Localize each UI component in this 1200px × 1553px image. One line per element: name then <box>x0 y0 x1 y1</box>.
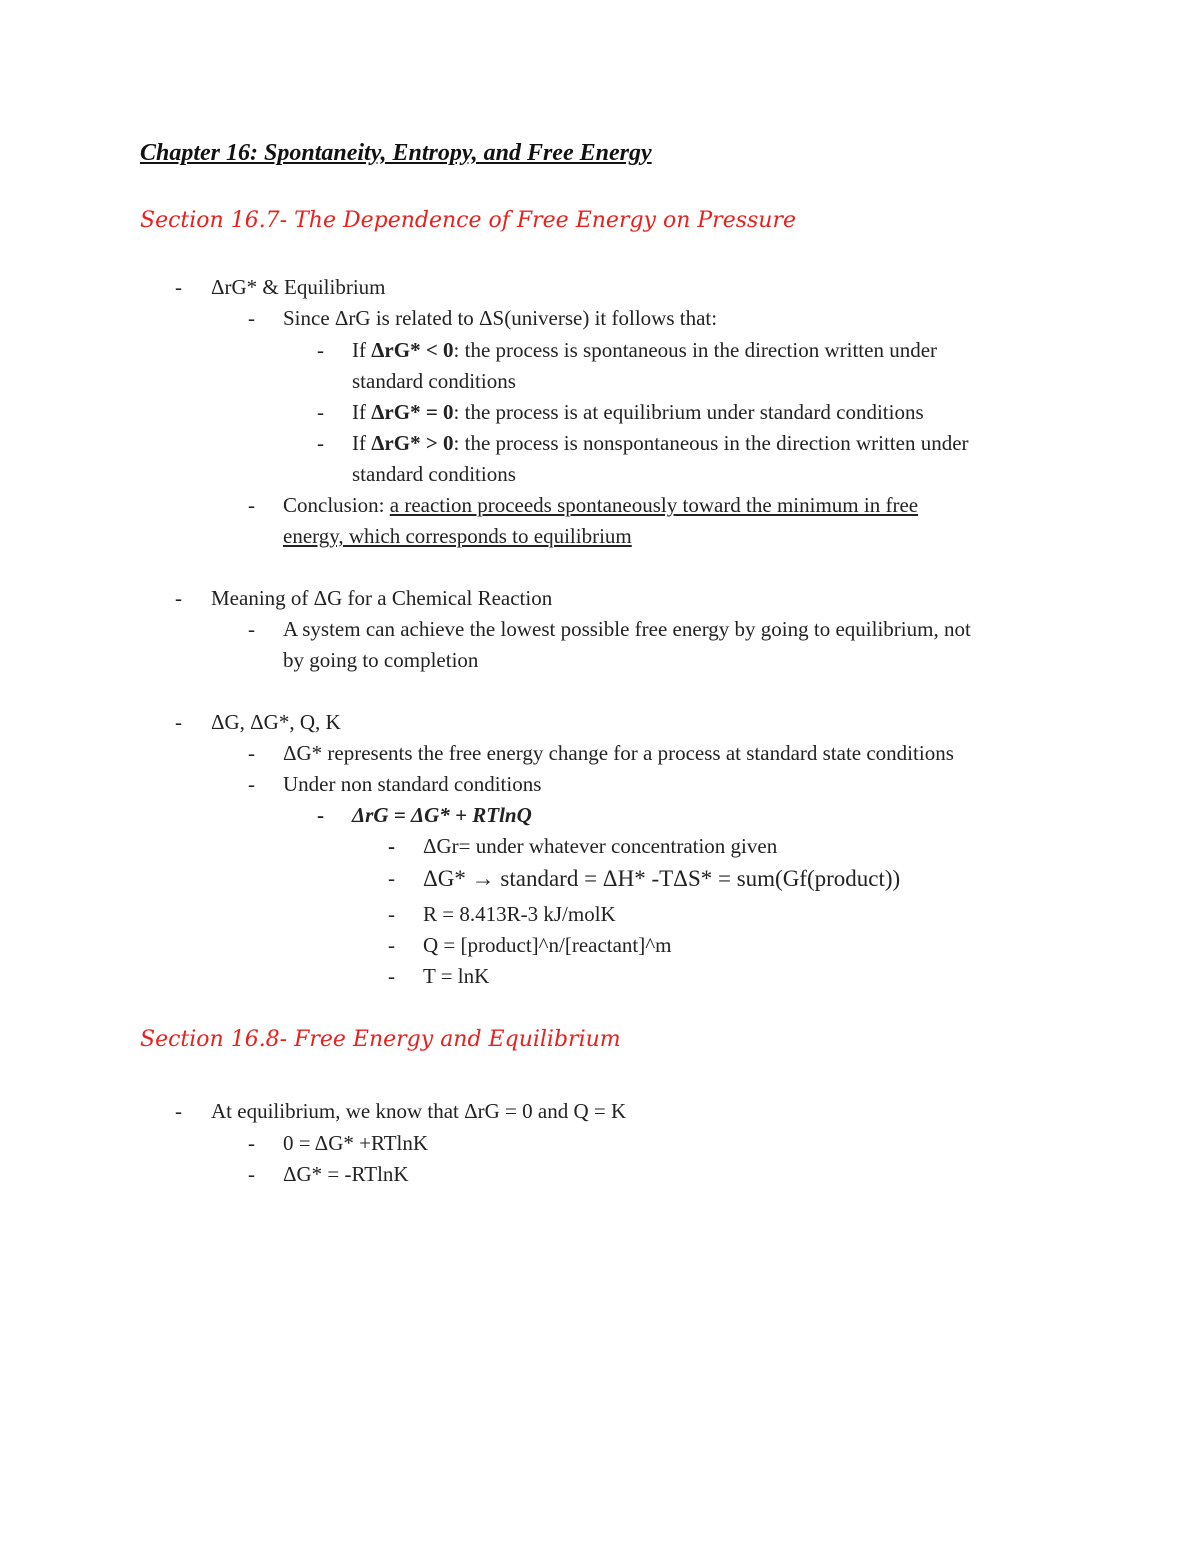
since-line: Since ΔrG is related to ΔS(universe) it follows that: <box>283 306 718 330</box>
bullet-dash: - <box>248 493 255 517</box>
condition-negative: ΔrG* < 0 <box>371 338 454 362</box>
zero-equation: 0 = ΔG* +RTlnK <box>283 1131 429 1155</box>
standard-definition: ΔG* → standard = ΔH* -TΔS* = sum(Gf(product)) <box>423 866 901 891</box>
conclusion-line <box>283 490 918 521</box>
condition-positive: ΔrG* > 0 <box>371 431 454 455</box>
chapter-title: Chapter 16: Spontaneity, Entropy, and Free Energy <box>140 140 652 166</box>
t-definition: T = lnK <box>423 964 490 988</box>
if-positive-line <box>352 428 969 459</box>
bullet-equilibrium: ΔrG* & Equilibrium <box>211 275 386 299</box>
if-rest: : the process is at equilibrium under standard conditions <box>453 400 924 424</box>
bullet-dash: - <box>248 1162 255 1186</box>
non-standard-line: Under non standard conditions <box>283 772 542 796</box>
bullet-dash: - <box>175 275 182 299</box>
g-star-equation: ΔG* = -RTlnK <box>283 1162 409 1186</box>
bullet-dash: - <box>248 772 255 796</box>
bullet-dash: - <box>317 431 324 455</box>
gr-definition: ΔGr= under whatever concentration given <box>423 834 778 858</box>
bullet-dash: - <box>317 338 324 362</box>
bullet-dash: - <box>248 1131 255 1155</box>
condition-zero: ΔrG* = 0 <box>371 400 454 424</box>
at-equilibrium-line: At equilibrium, we know that ΔrG = 0 and Q = K <box>211 1099 627 1123</box>
section-heading-16-7: Section 16.7- The Dependence of Free Energy on Pressure <box>140 208 796 233</box>
bullet-dash: - <box>388 902 395 926</box>
q-definition: Q = [product]^n/[reactant]^m <box>423 933 672 957</box>
if-prefix: If <box>352 338 372 362</box>
bullet-dash: - <box>317 400 324 424</box>
if-prefix: If <box>352 400 372 424</box>
lowest-energy-line: A system can achieve the lowest possible free energy by going to equilibrium, not <box>283 617 971 641</box>
bullet-g-q-k: ΔG, ΔG*, Q, K <box>211 710 341 734</box>
conclusion-prefix: Conclusion: <box>283 493 390 517</box>
bullet-meaning-of-g: Meaning of ΔG for a Chemical Reaction <box>211 586 553 610</box>
bullet-dash: - <box>175 710 182 734</box>
bullet-dash: - <box>175 586 182 610</box>
lowest-energy-continuation: by going to completion <box>283 648 479 672</box>
bullet-dash: - <box>175 1099 182 1123</box>
bullet-dash: - <box>317 803 324 827</box>
bullet-dash: - <box>248 617 255 641</box>
bullet-dash: - <box>388 866 395 890</box>
if-positive-continuation: standard conditions <box>352 462 516 486</box>
if-negative-line <box>352 335 937 366</box>
if-rest: : the process is spontaneous in the direction written under <box>453 338 938 362</box>
if-negative-continuation: standard conditions <box>352 369 516 393</box>
section-heading-16-8: Section 16.8- Free Energy and Equilibrium <box>140 1027 621 1052</box>
if-prefix: If <box>352 431 372 455</box>
conclusion-continuation: energy, which corresponds to equilibrium <box>283 524 632 548</box>
standard-state-line: ΔG* represents the free energy change for a process at standard state conditions <box>283 741 954 765</box>
bullet-dash: - <box>388 834 395 858</box>
bullet-dash: - <box>248 306 255 330</box>
bullet-dash: - <box>388 933 395 957</box>
r-constant: R = 8.413R-3 kJ/molK <box>423 902 616 926</box>
conclusion-underlined: a reaction proceeds spontaneously toward the minimum in free <box>389 493 919 517</box>
if-zero-line <box>352 397 924 428</box>
if-rest: : the process is nonspontaneous in the direction written under <box>453 431 969 455</box>
free-energy-equation: ΔrG = ΔG* + RTlnQ <box>352 803 532 827</box>
bullet-dash: - <box>248 741 255 765</box>
bullet-dash: - <box>388 964 395 988</box>
